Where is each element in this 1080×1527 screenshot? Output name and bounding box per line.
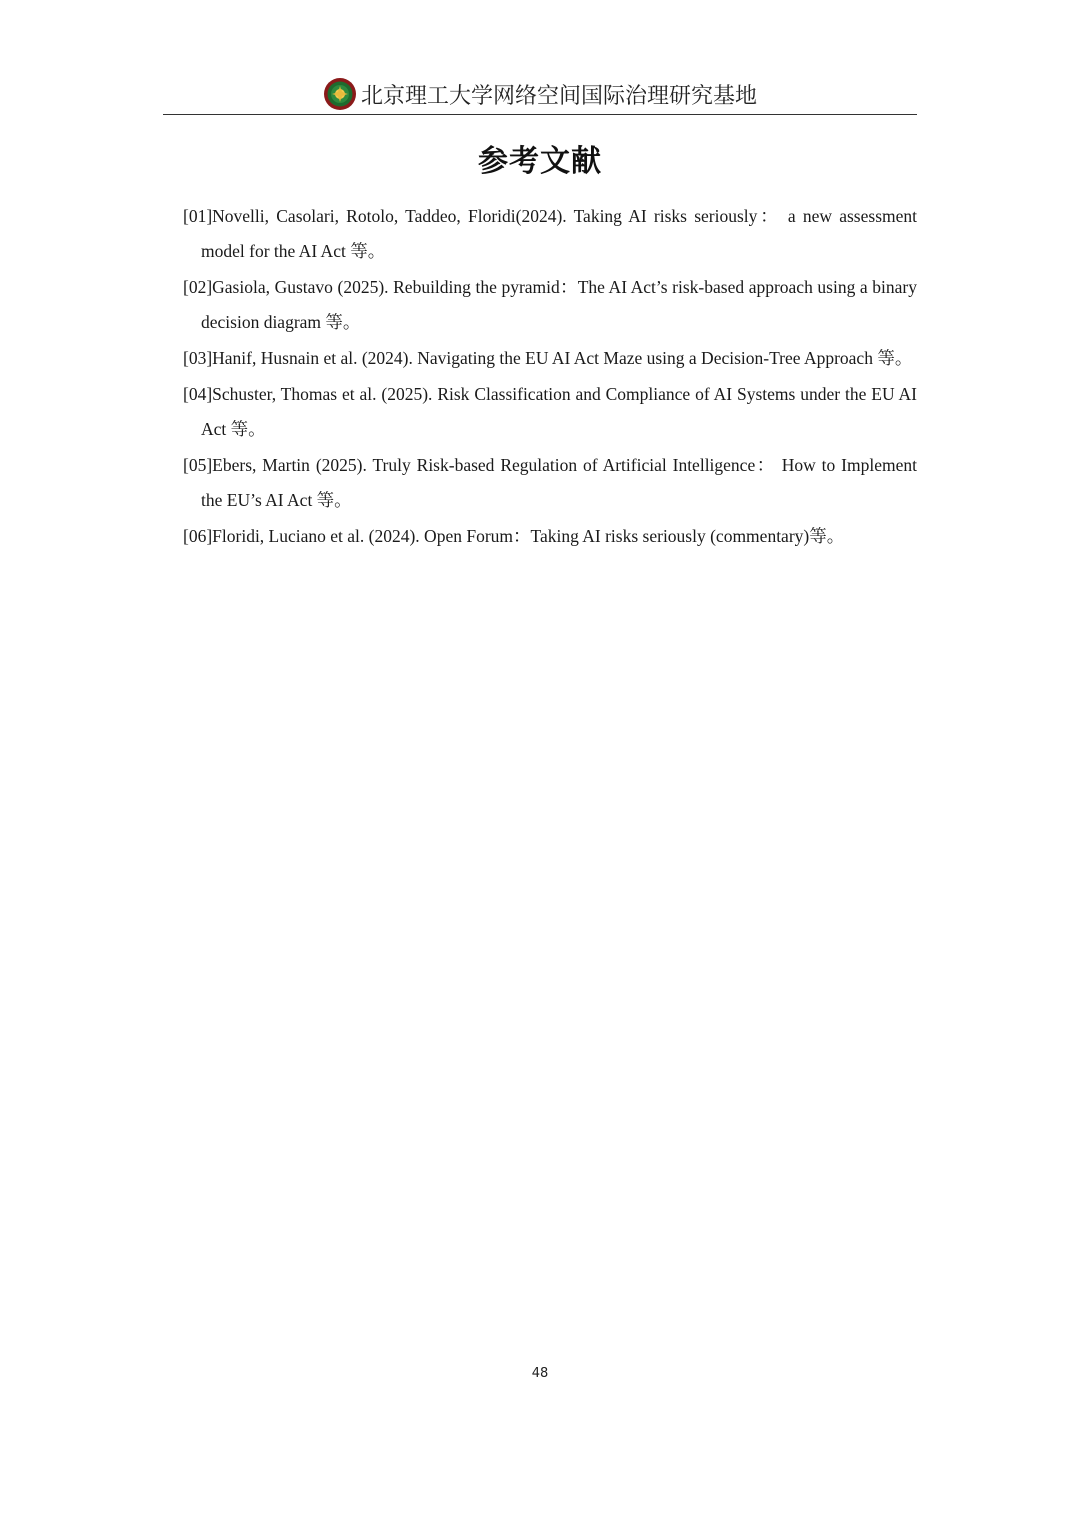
header-content bbox=[323, 77, 757, 111]
reference-item-03: [03]Hanif, Husnain et al. (2024). Navigating the EU AI Act Maze using a Decision-Tree Approach 等。 bbox=[183, 348, 913, 368]
page-title: 参考文献 bbox=[478, 144, 602, 179]
reference-list bbox=[183, 199, 917, 555]
page-number: 48 bbox=[531, 1366, 549, 1381]
reference-item-04: [04]Schuster, Thomas et al. (2025). Risk Classification and Compliance of AI Systems under the EU AI Act 等。 bbox=[183, 384, 917, 439]
university-seal-icon bbox=[323, 77, 357, 111]
reference-item-05: [05]Ebers, Martin (2025). Truly Risk-based Regulation of Artificial Intelligence： How to Implement the EU’s AI Act 等。 bbox=[183, 455, 917, 510]
header-org-name: 北京理工大学网络空间国际治理研究基地 bbox=[360, 83, 757, 109]
reference-item-06: [06]Floridi, Luciano et al. (2024). Open Forum：Taking AI risks seriously (commentary)等。 bbox=[183, 526, 845, 546]
reference-item-02: [02]Gasiola, Gustavo (2025). Rebuilding the pyramid：The AI Act’s risk-based approach using a binary decision diagram 等。 bbox=[183, 277, 917, 332]
header-divider bbox=[163, 114, 917, 115]
reference-item-01: [01]Novelli, Casolari, Rotolo, Taddeo, Floridi(2024). Taking AI risks seriously： a new assessment model for the AI Act 等。 bbox=[183, 206, 917, 261]
page-header bbox=[0, 74, 1080, 114]
